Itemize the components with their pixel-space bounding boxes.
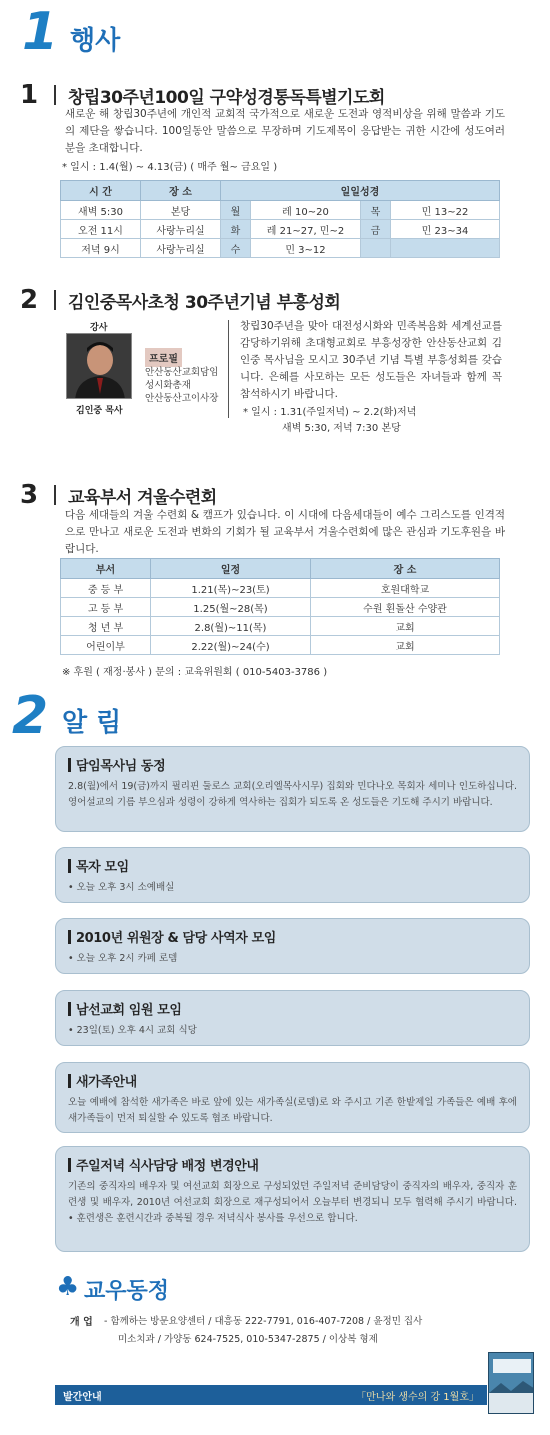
table-cell: 교회 <box>311 617 500 636</box>
divider <box>228 320 229 418</box>
notice-title: 담임목사님 동정 <box>76 759 166 774</box>
table-cell: 민 23~34 <box>391 220 500 239</box>
event3-header <box>20 480 217 510</box>
event1-number: 1 <box>20 80 39 110</box>
alumni-line: - 함께하는 방문요양센터 / 대흥동 222-7791, 016-407-7208 / 윤정민 집사 <box>104 1316 423 1327</box>
event2-schedule-times: 새벽 5:30, 저녁 7:30 본당 <box>282 423 401 434</box>
table-cell: 어린이부 <box>61 636 151 655</box>
footer-label: 발간안내 <box>63 1391 102 1403</box>
bullet-mark <box>68 859 71 873</box>
bullet-mark <box>68 1074 71 1088</box>
event1-schedule: * 일시 : 1.4(월) ~ 4.13(금) ( 매주 월~ 금요일 ) <box>62 162 278 173</box>
speaker-name: 김인중 목사 <box>76 406 123 416</box>
bullet-mark <box>68 758 71 772</box>
notice-title: 주일저녁 식사담당 배정 변경안내 <box>76 1159 259 1174</box>
table-row <box>61 579 500 598</box>
profile-line: 성시화총재 <box>145 380 191 391</box>
magazine-title: 「만나와 생수의 강 1월호」 <box>356 1391 479 1403</box>
table-cell: 1.25(월~28(목) <box>151 598 311 617</box>
table-cell: 레 21~27, 민~2 <box>251 220 361 239</box>
profile-line: 안산동산교회담임 <box>145 367 219 378</box>
notice-box <box>55 1146 530 1252</box>
table-cell: 1.21(목)~23(토) <box>151 579 311 598</box>
table-cell: 금 <box>361 220 391 239</box>
table-header: 일정 <box>151 559 311 579</box>
table-cell: 민 13~22 <box>391 201 500 220</box>
table-cell: 2.22(월)~24(수) <box>151 636 311 655</box>
table-row <box>61 636 500 655</box>
divider <box>54 85 56 105</box>
profile-lines <box>145 366 218 405</box>
event2-number: 2 <box>20 285 39 315</box>
event3-table <box>60 558 500 655</box>
table-cell <box>391 239 500 258</box>
alumni-label: 개 업 <box>70 1317 93 1328</box>
alumni-title: 교우동정 <box>84 1279 170 1304</box>
table-cell: 교회 <box>311 636 500 655</box>
bullet-mark <box>68 1002 71 1016</box>
event1-title: 창립30주년100일 구약성경통독특별기도회 <box>68 87 385 108</box>
table-header: 일일성경 <box>221 181 500 201</box>
event2-body: 창립30주년을 맞아 대전성시화와 민족복음화 세계선교를 감당하기위해 초대형교회로 부흥성장한 안산동산교회 김인중 목사님을 모시고 30주년 기념 특별 부흥성회를 갖습니다. 은혜를 사모하는 모든 성도들은 자녀들과 함께 꼭 참석하시기 바랍니다. <box>240 320 502 400</box>
notice-title: 남선교회 임원 모임 <box>76 1003 182 1018</box>
table-cell <box>361 239 391 258</box>
table-cell: 오전 11시 <box>61 220 141 239</box>
table-cell: 고 등 부 <box>61 598 151 617</box>
notice-title: 2010년 위원장 & 담당 사역자 모임 <box>76 931 276 946</box>
event3-title: 교육부서 겨울수련회 <box>68 487 217 508</box>
notice-box <box>55 918 530 974</box>
table-row <box>61 220 500 239</box>
table-row <box>61 201 500 220</box>
profile-line: 안산동산고이사장 <box>145 393 219 404</box>
notice-box <box>55 1062 530 1133</box>
event1-table <box>60 180 500 258</box>
event2-header <box>20 285 340 315</box>
notice-body: • 오늘 오후 3시 소예배실 <box>68 882 175 893</box>
table-cell: 2.8(월)~11(목) <box>151 617 311 636</box>
alumni-line: 미소치과 / 가양동 624-7525, 010-5347-2875 / 이상복 형제 <box>118 1334 378 1345</box>
section-number: 1 <box>22 2 59 62</box>
notice-body: 기존의 중직자의 배우자 및 여선교회 회장으로 구성되었던 주일저녁 준비담당이 중직자의 배우자, 중직자 훈련생 및 배우자, 2010년 여선교회 회장으로 재구성되어서 오늘부터 변경되니 모두 협력해 주시기 바랍니다. • 훈련생은 훈련시간과 중복될 경우 저녁식사 봉사를 우선으로 합니다. <box>68 1181 517 1224</box>
divider <box>54 290 56 310</box>
table-row <box>61 598 500 617</box>
table-row <box>61 239 500 258</box>
table-cell: 사랑누리실 <box>141 239 221 258</box>
table-cell: 사랑누리실 <box>141 220 221 239</box>
notice-box <box>55 746 530 832</box>
bullet-mark <box>68 1158 71 1172</box>
table-cell: 청 년 부 <box>61 617 151 636</box>
table-cell: 수원 횐돌산 수양관 <box>311 598 500 617</box>
event3-number: 3 <box>20 480 39 510</box>
table-cell: 화 <box>221 220 251 239</box>
club-icon: ♣ <box>56 1272 80 1302</box>
notice-body: 2.8(월)에서 19(금)까지 필리핀 둘로스 교회(오리엘목사시무) 집회와 민다나오 목회자 세미나 인도하십니다. 영어설교의 기름 부으심과 성령이 강하게 역사하는 집회가 되도록 온 성도들은 기도해 주시기 바랍니다. <box>68 781 517 808</box>
notice-box <box>55 847 530 903</box>
table-header: 장 소 <box>141 181 221 201</box>
event1-body: 새로운 해 창립30주년에 개인적 교회적 국가적으로 새로운 도전과 영적비상을 위해 말씀과 기도의 제단을 쌓습니다. 100일동안 말씀으로 무장하며 기도제목이 응답받는 귀한 시간에 성도여러분을 초대합니다. <box>65 108 505 154</box>
notice-title: 새가족안내 <box>76 1075 137 1090</box>
event2-title: 김인중목사초청 30주년기념 부흥성회 <box>68 292 341 313</box>
notice-title: 목자 모임 <box>76 860 129 875</box>
table-cell: 본당 <box>141 201 221 220</box>
event3-body: 다음 세대들의 겨울 수련회 & 캠프가 있습니다. 이 시대에 다음세대들이 예수 그리스도를 인격적으로 만나고 새로운 도전과 변화의 기회가 될 교육부서 겨울수련회에 많은 관심과 기도후원을 바랍니다. <box>65 509 505 555</box>
table-cell: 민 3~12 <box>251 239 361 258</box>
table-cell: 레 10~20 <box>251 201 361 220</box>
table-header: 시 간 <box>61 181 141 201</box>
notice-body: 오늘 예배에 참석한 새가족은 바로 앞에 있는 새가족실(로뎀)로 와 주시고 기존 한밭제일 가족들은 예배 후에 새가족들이 먼저 퇴실할 수 있도록 협조 바랍니다. <box>68 1097 517 1124</box>
magazine-cover-image <box>488 1352 534 1414</box>
section-title: 알 림 <box>62 708 122 738</box>
table-cell: 중 등 부 <box>61 579 151 598</box>
notice-box <box>55 990 530 1046</box>
table-header: 부서 <box>61 559 151 579</box>
event2-schedule: * 일시 : 1.31(주일저녁) ~ 2.2(화)저녁 <box>243 407 417 418</box>
table-header: 장 소 <box>311 559 500 579</box>
table-cell: 수 <box>221 239 251 258</box>
table-cell: 호원대학교 <box>311 579 500 598</box>
divider <box>54 485 56 505</box>
profile-tag: 프로필 <box>145 348 182 367</box>
speaker-label: 강사 <box>90 323 108 333</box>
table-cell: 저녁 9시 <box>61 239 141 258</box>
table-cell: 새벽 5:30 <box>61 201 141 220</box>
section-number: 2 <box>12 686 49 746</box>
table-cell: 목 <box>361 201 391 220</box>
event3-contact: ※ 후원 ( 재정·봉사 ) 문의 : 교육위원회 ( 010-5403-3786 ) <box>62 667 328 678</box>
notice-body: • 23일(토) 오후 4시 교회 식당 <box>68 1025 197 1036</box>
speaker-photo <box>66 333 132 399</box>
bullet-mark <box>68 930 71 944</box>
notice-body: • 오늘 오후 2시 카페 로뎀 <box>68 953 178 964</box>
footer-bar <box>55 1385 487 1405</box>
table-row <box>61 617 500 636</box>
table-cell: 월 <box>221 201 251 220</box>
section-title: 행사 <box>70 26 121 56</box>
